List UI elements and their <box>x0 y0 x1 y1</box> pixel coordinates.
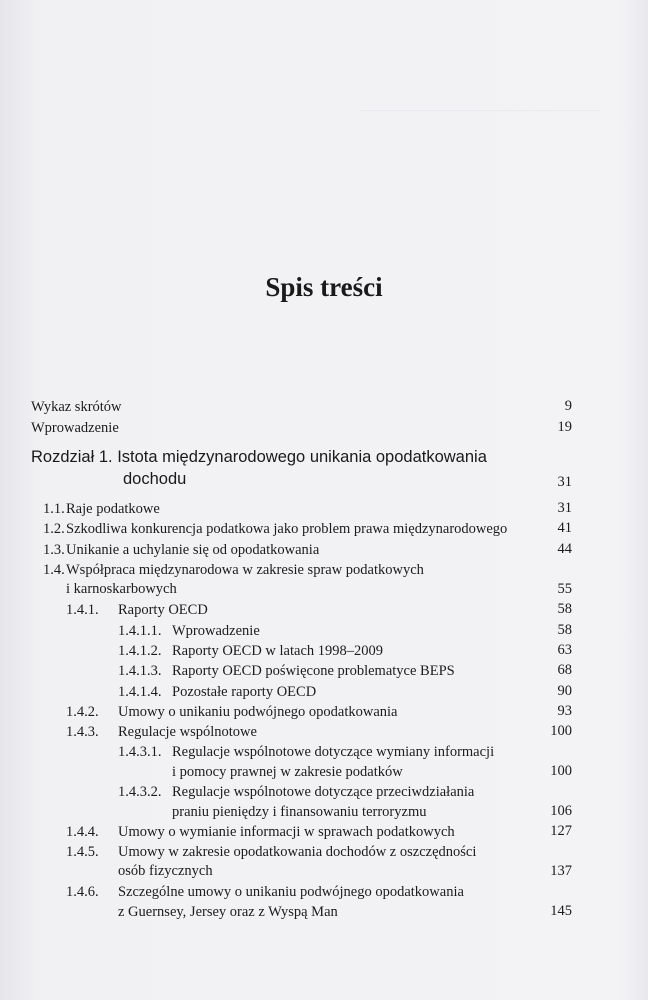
toc-entry-text: Współpraca międzynarodowa w zakresie spraw podatkowych <box>66 562 424 578</box>
toc-entry-text: Pozostałe raporty OECD <box>172 684 317 700</box>
chapter-title-line1: Rozdział 1. Istota międzynarodowego unikania opodatkowania <box>31 448 487 466</box>
toc-page-number: 31 <box>557 500 572 516</box>
toc-page-number: 90 <box>557 683 572 699</box>
toc-entry-text: Umowy o wymianie informacji w sprawach podatkowych <box>118 824 455 840</box>
chapter-heading <box>31 446 487 490</box>
toc-number: 1.4.2. <box>66 704 99 720</box>
toc-page-number: 63 <box>557 642 572 658</box>
toc-entry-text: Raporty OECD <box>118 602 208 618</box>
toc-entry-text: Unikanie a uchylanie się od opodatkowania <box>66 542 320 558</box>
toc-number: 1.2. <box>43 521 65 537</box>
toc-entry-text: Umowy o unikaniu podwójnego opodatkowania <box>118 704 398 720</box>
toc-number: 1.1. <box>43 501 65 517</box>
toc-number: 1.4.6. <box>66 884 99 900</box>
toc-entry-text-continued: i karnoskarbowych <box>66 581 177 597</box>
toc-page-number: 58 <box>557 601 572 617</box>
toc-entry-text: Szczególne umowy o unikaniu podwójnego opodatkowania <box>118 884 464 900</box>
toc-page-number: 100 <box>550 763 572 779</box>
toc-page-number: 41 <box>557 520 572 536</box>
toc-page-number: 68 <box>557 662 572 678</box>
toc-entry-text: Regulacje wspólnotowe <box>118 724 257 740</box>
toc-entry-text: Raje podatkowe <box>66 501 160 517</box>
toc-page-number: 19 <box>557 419 572 435</box>
toc-page-number: 55 <box>557 581 572 597</box>
toc-entry-text-continued: praniu pieniędzy i finansowaniu terroryzmu <box>172 804 427 820</box>
toc-page-number: 100 <box>550 723 572 739</box>
toc-entry-text: Raporty OECD poświęcone problematyce BEPS <box>172 663 455 679</box>
toc-number: 1.4.1.1. <box>118 623 162 639</box>
toc-page-number: 145 <box>550 903 572 919</box>
chapter-title-line2: dochodu <box>123 470 187 488</box>
toc-entry-text: Szkodliwa konkurencja podatkowa jako problem prawa międzynarodowego <box>66 521 508 537</box>
toc-entry-text: Wprowadzenie <box>172 623 260 639</box>
toc-number: 1.4.1.3. <box>118 663 162 679</box>
toc-page-number: 9 <box>564 398 572 414</box>
toc-page-number: 137 <box>550 863 572 879</box>
toc-number: 1.4.5. <box>66 844 99 860</box>
toc-number: 1.4.1.4. <box>118 684 162 700</box>
toc-entry-text: Umowy w zakresie opodatkowania dochodów z oszczędności <box>118 844 477 860</box>
toc-entry-text: Wykaz skrótów <box>31 399 122 415</box>
toc-number: 1.3. <box>43 542 65 558</box>
toc-page-number: 93 <box>557 703 572 719</box>
toc-number: 1.4.3.1. <box>118 744 162 760</box>
toc-number: 1.4.3.2. <box>118 784 162 800</box>
toc-entry-text: Regulacje wspólnotowe dotyczące wymiany informacji <box>172 744 495 760</box>
toc-number: 1.4.4. <box>66 824 99 840</box>
toc-entry-text: Wprowadzenie <box>31 420 119 436</box>
toc-entry-text-continued: osób fizycznych <box>118 863 213 879</box>
toc-page-number: 58 <box>557 622 572 638</box>
toc-entry-text: Regulacje wspólnotowe dotyczące przeciwdziałania <box>172 784 475 800</box>
toc-page-number: 106 <box>550 803 572 819</box>
toc-number: 1.4. <box>43 562 65 578</box>
toc-page-number: 127 <box>550 823 572 839</box>
chapter-page-number: 31 <box>557 474 572 490</box>
toc-page-number: 44 <box>557 541 572 557</box>
toc-number: 1.4.3. <box>66 724 99 740</box>
toc-entry-text: Raporty OECD w latach 1998–2009 <box>172 643 384 659</box>
toc-entry-text-continued: i pomocy prawnej w zakresie podatków <box>172 764 403 780</box>
toc-number: 1.4.1.2. <box>118 643 162 659</box>
page-title: Spis treści <box>265 272 383 302</box>
toc-number: 1.4.1. <box>66 602 99 618</box>
toc-entry-text-continued: z Guernsey, Jersey oraz z Wyspą Man <box>118 904 338 920</box>
